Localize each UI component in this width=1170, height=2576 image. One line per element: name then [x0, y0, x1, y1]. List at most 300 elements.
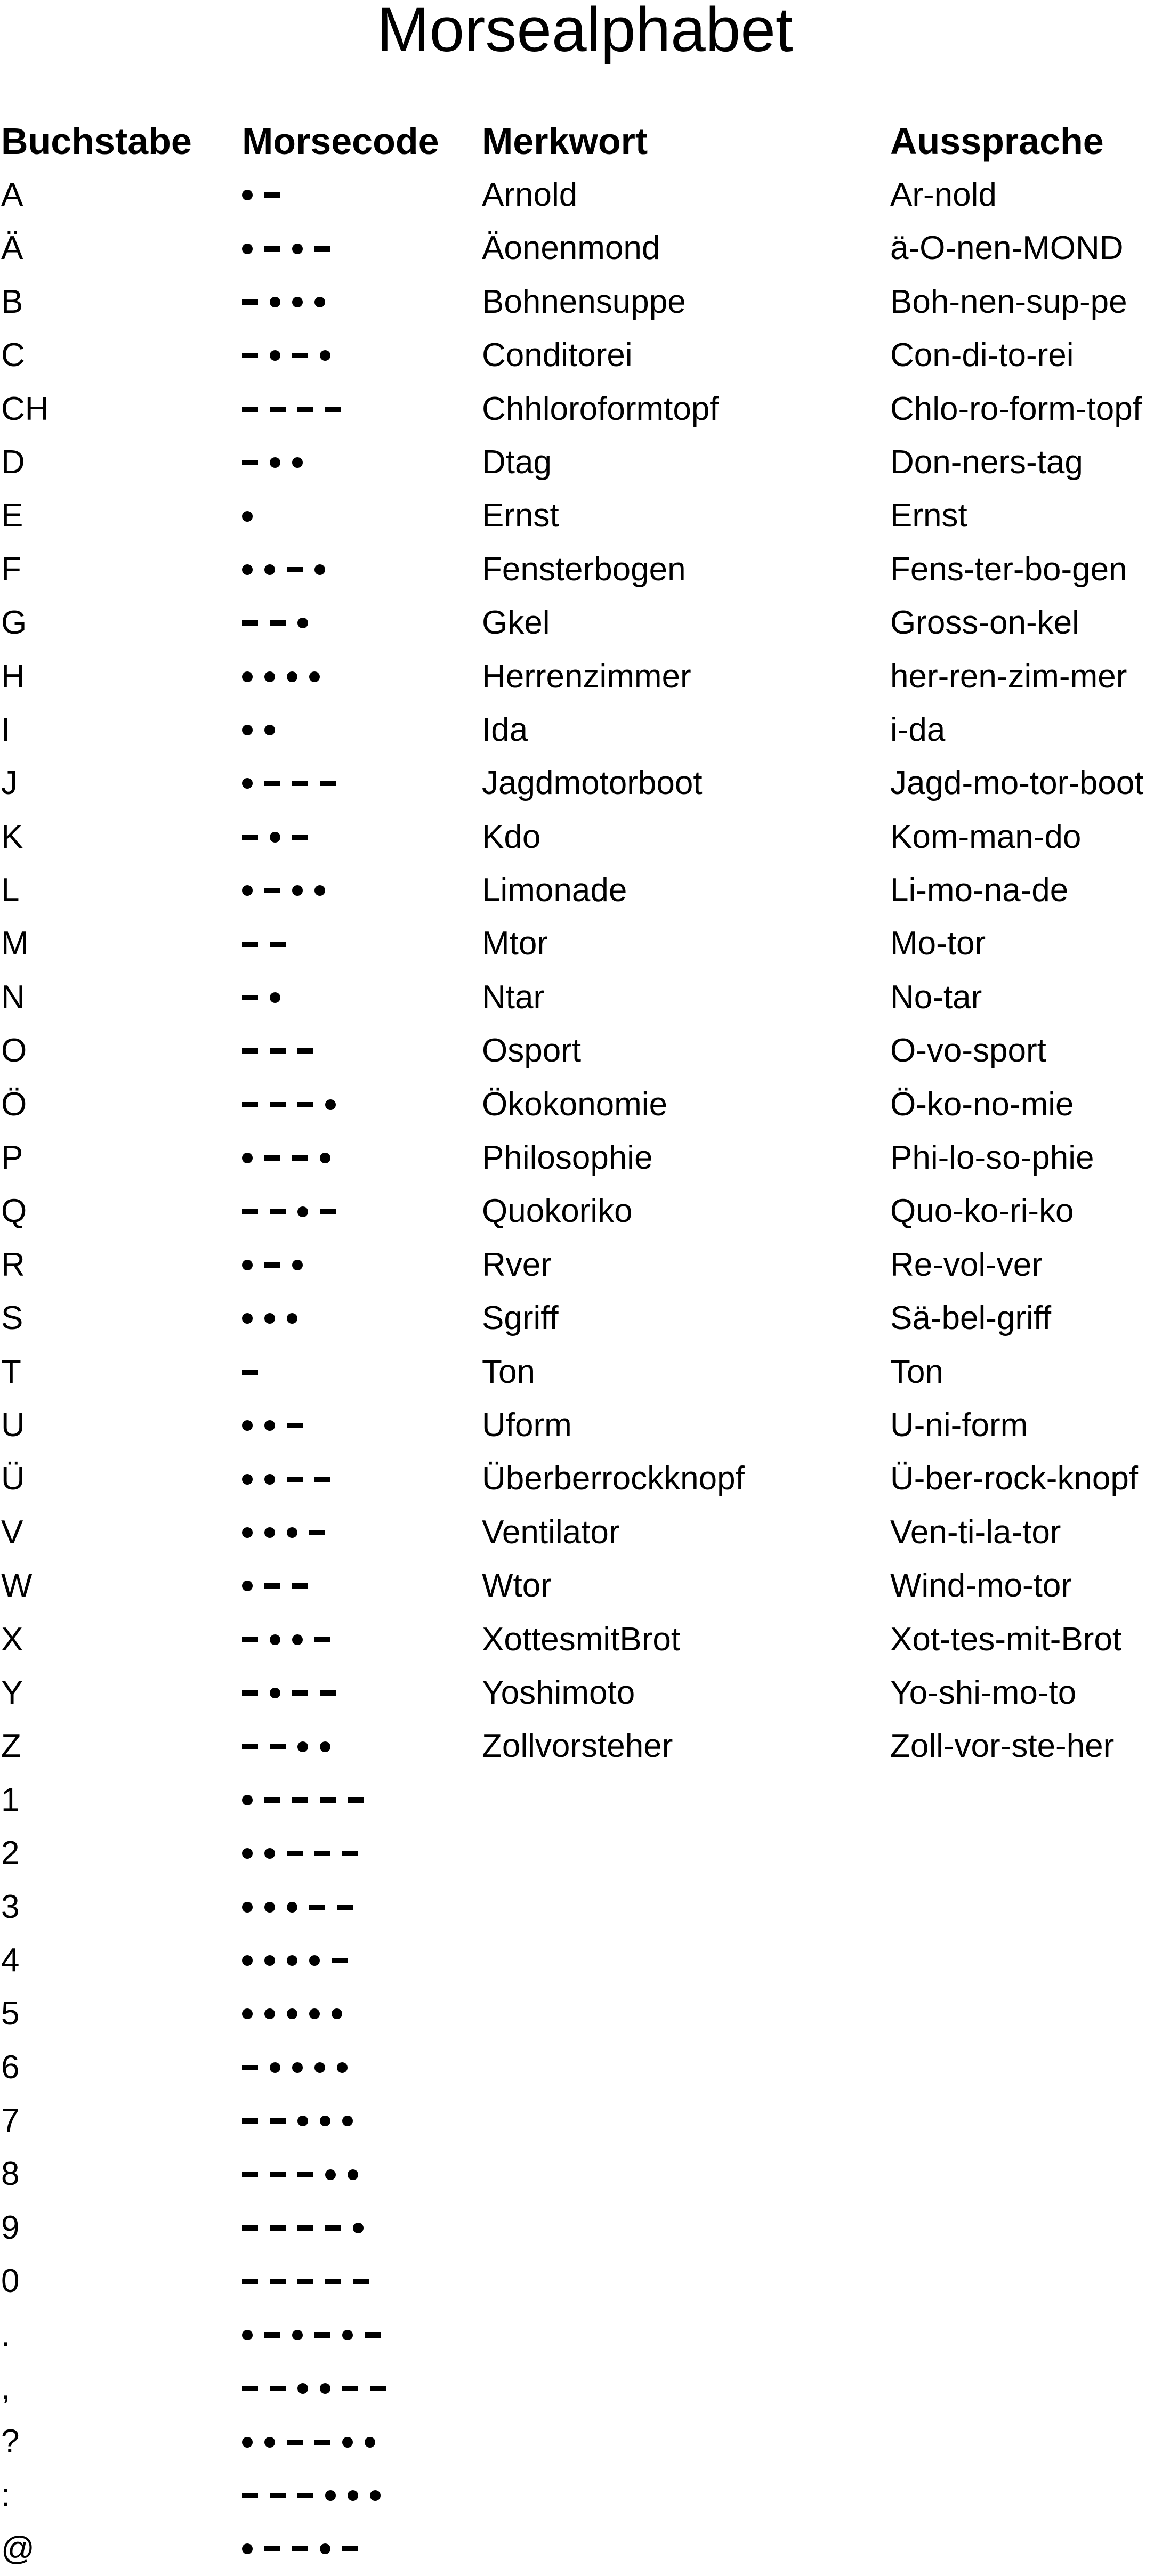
morse-dot	[270, 297, 280, 307]
morse-dot	[242, 778, 253, 789]
table-row	[0, 2415, 1170, 2468]
aussprache-cell: Re-vol-ver	[890, 1246, 1043, 1283]
morse-dash	[309, 1530, 325, 1535]
morse-dot	[242, 1955, 253, 1966]
morse-symbols	[242, 2201, 364, 2255]
morsecode-cell	[242, 1131, 330, 1185]
morse-symbols	[242, 1185, 336, 1238]
morsecode-cell	[242, 383, 341, 436]
morse-symbols	[242, 1559, 308, 1613]
aussprache-cell: Li-mo-na-de	[890, 872, 1069, 909]
morsecode-cell	[242, 2201, 364, 2255]
aussprache-cell: Fens-ter-bo-gen	[890, 550, 1127, 588]
morse-symbols	[242, 1827, 358, 1880]
aussprache-cell: Don-ners-tag	[890, 443, 1083, 481]
morse-dot	[264, 2008, 275, 2019]
aussprache-cell: Yo-shi-mo-to	[890, 1674, 1077, 1711]
morse-dash	[314, 246, 330, 252]
letter-cell: CH	[1, 390, 49, 427]
morse-symbols	[242, 222, 330, 275]
morse-dot	[342, 2437, 353, 2448]
morse-dash	[242, 835, 258, 840]
morse-dash	[242, 460, 258, 465]
morse-dot	[264, 1474, 275, 1485]
morse-dot	[309, 2008, 320, 2019]
letter-cell: 5	[1, 1995, 20, 2032]
morse-dot	[242, 1260, 253, 1270]
morse-dot	[242, 885, 253, 896]
morse-dot	[264, 1848, 275, 1859]
morse-dash	[270, 407, 286, 412]
morse-dot	[242, 244, 253, 254]
morsecode-cell	[242, 1452, 330, 1505]
morse-symbols	[242, 2041, 348, 2094]
morse-dash	[242, 1102, 258, 1107]
morse-dot	[353, 2223, 364, 2233]
letter-cell: ,	[1, 2370, 11, 2407]
aussprache-cell: Jagd-mo-tor-boot	[890, 765, 1144, 802]
morsecode-cell	[242, 2094, 353, 2148]
morse-symbols	[242, 489, 253, 542]
table-row	[0, 757, 1170, 810]
letter-cell: 3	[1, 1888, 20, 1925]
morse-dot	[242, 725, 253, 735]
table-row	[0, 383, 1170, 436]
morsecode-cell	[242, 2255, 369, 2308]
morse-dot	[242, 2330, 253, 2340]
morse-dot	[264, 1955, 275, 1966]
aussprache-cell: U-ni-form	[890, 1406, 1028, 1444]
morse-dot	[320, 1153, 330, 1163]
header-aussprache: Aussprache	[890, 120, 1104, 162]
letter-cell: T	[1, 1353, 21, 1390]
morse-dot	[370, 2490, 381, 2501]
morse-dot	[292, 1634, 303, 1645]
morsecode-cell	[242, 2469, 381, 2522]
morse-symbols	[242, 2469, 381, 2522]
morse-dash	[292, 1797, 308, 1803]
aussprache-cell: Quo-ko-ri-ko	[890, 1193, 1074, 1230]
morse-dash	[242, 2493, 258, 2498]
morsecode-cell	[242, 1399, 303, 1452]
morse-dash	[242, 1637, 258, 1642]
morse-symbols	[242, 1238, 303, 1292]
letter-cell: 8	[1, 2156, 20, 2193]
morse-symbols	[242, 543, 325, 596]
morse-dot	[242, 511, 253, 522]
morse-dot	[287, 1313, 297, 1324]
morsecode-cell	[242, 1987, 342, 2040]
merkwort-cell: Ida	[482, 711, 528, 748]
morse-dot	[325, 2490, 336, 2501]
morse-dash	[242, 1370, 258, 1375]
letter-cell: S	[1, 1300, 23, 1337]
morse-dot	[292, 457, 303, 468]
morse-symbols	[242, 1666, 336, 1720]
morsecode-cell	[242, 222, 330, 275]
merkwort-cell: Zollvorsteher	[482, 1728, 673, 1765]
merkwort-cell: Arnold	[482, 176, 578, 213]
morsecode-cell	[242, 1078, 336, 1131]
table-row	[0, 2201, 1170, 2255]
morse-symbols	[242, 1131, 330, 1185]
aussprache-cell: Zoll-vor-ste-her	[890, 1728, 1115, 1765]
header-merkwort: Merkwort	[482, 120, 648, 162]
morse-dash	[270, 1102, 286, 1107]
morse-dot	[242, 1581, 253, 1591]
morse-symbols	[242, 2415, 375, 2468]
morse-dash	[264, 246, 280, 252]
table-row	[0, 222, 1170, 275]
merkwort-cell: Chhloroformtopf	[482, 390, 719, 427]
morse-dash	[292, 1583, 308, 1589]
aussprache-cell: Wind-mo-tor	[890, 1567, 1072, 1605]
table-row	[0, 2362, 1170, 2415]
morse-dot	[297, 1741, 308, 1752]
morse-dot	[242, 1420, 253, 1431]
letter-cell: Z	[1, 1728, 21, 1765]
morse-dash	[320, 1209, 336, 1214]
table-row	[0, 1613, 1170, 1666]
letter-cell: M	[1, 925, 29, 962]
morse-dot	[337, 2062, 348, 2073]
table-row	[0, 1881, 1170, 1934]
aussprache-cell: Ton	[890, 1353, 943, 1390]
merkwort-cell: Dtag	[482, 443, 552, 481]
morse-symbols	[242, 1987, 342, 2040]
morse-dot	[325, 2169, 336, 2180]
morse-dash	[365, 2332, 381, 2338]
table-row	[0, 1238, 1170, 1292]
morse-dot	[292, 2062, 303, 2073]
morse-dot	[297, 2383, 308, 2394]
morse-dash	[287, 567, 303, 572]
morse-dash	[242, 2065, 258, 2070]
morse-dash	[292, 2546, 308, 2551]
morse-dash	[292, 1155, 308, 1161]
morse-dash	[314, 2332, 330, 2338]
morsecode-cell	[242, 1506, 325, 1559]
table-row	[0, 1131, 1170, 1185]
morse-dash	[292, 1690, 308, 1696]
aussprache-cell: Ernst	[890, 497, 967, 534]
letter-cell: P	[1, 1139, 23, 1177]
morse-dash	[264, 2332, 280, 2338]
morse-symbols	[242, 1720, 330, 1773]
merkwort-cell: Uform	[482, 1406, 572, 1444]
merkwort-cell: Limonade	[482, 872, 627, 909]
morse-dot	[320, 2116, 330, 2126]
morse-dash	[242, 1048, 258, 1054]
aussprache-cell: Sä-bel-griff	[890, 1300, 1052, 1337]
letter-cell: 4	[1, 1941, 20, 1979]
table-row	[0, 436, 1170, 489]
header-morsecode: Morsecode	[242, 120, 439, 162]
morse-dash	[242, 299, 258, 305]
letter-cell: Y	[1, 1674, 23, 1711]
letter-cell: H	[1, 658, 25, 695]
morse-dot	[270, 457, 280, 468]
morse-dot	[270, 1634, 280, 1645]
morsecode-cell	[242, 1238, 303, 1292]
morse-dash	[270, 2279, 286, 2284]
morse-dot	[292, 885, 303, 896]
morse-dot	[320, 350, 330, 361]
morse-dash	[297, 2172, 313, 2177]
morse-dot	[342, 2116, 353, 2126]
morsecode-cell	[242, 1934, 348, 1987]
morse-table	[0, 168, 1170, 2576]
morse-symbols	[242, 436, 303, 489]
morse-dash	[314, 1477, 330, 1482]
morse-dash	[297, 1102, 313, 1107]
morse-dot	[242, 1795, 253, 1805]
morse-symbols	[242, 2308, 381, 2362]
morse-dot	[297, 2116, 308, 2126]
morsecode-cell	[242, 1292, 297, 1345]
morse-dot	[264, 671, 275, 682]
letter-cell: K	[1, 818, 23, 855]
morse-dash	[325, 407, 341, 412]
morse-dash	[325, 2279, 341, 2284]
morse-dot	[320, 2383, 330, 2394]
letter-cell: 7	[1, 2102, 20, 2140]
morse-dash	[297, 2225, 313, 2231]
letter-cell: L	[1, 872, 20, 909]
morse-symbols	[242, 1881, 353, 1934]
aussprache-cell: Gross-on-kel	[890, 604, 1079, 642]
morsecode-cell	[242, 971, 280, 1024]
morse-dash	[270, 1209, 286, 1214]
morse-dot	[292, 1260, 303, 1270]
morse-dash	[325, 2225, 341, 2231]
morse-dash	[264, 1155, 280, 1161]
letter-cell: E	[1, 497, 23, 534]
morse-dash	[242, 2386, 258, 2391]
morse-dot	[320, 2543, 330, 2554]
morsecode-cell	[242, 1720, 330, 1773]
morse-dot	[270, 1688, 280, 1698]
morse-dot	[264, 1420, 275, 1431]
morse-symbols	[242, 1506, 325, 1559]
morse-symbols	[242, 1078, 336, 1131]
morse-dot	[365, 2437, 375, 2448]
table-row	[0, 2094, 1170, 2148]
table-row	[0, 168, 1170, 222]
table-row	[0, 2469, 1170, 2522]
morsecode-cell	[242, 1559, 308, 1613]
merkwort-cell: Fensterbogen	[482, 550, 686, 588]
morse-dot	[264, 1313, 275, 1324]
table-row	[0, 703, 1170, 757]
merkwort-cell: Osport	[482, 1032, 582, 1070]
morsecode-cell	[242, 276, 325, 329]
table-row	[0, 2148, 1170, 2201]
letter-cell: 1	[1, 1781, 20, 1818]
morse-dot	[264, 1902, 275, 1913]
morse-symbols	[242, 1934, 348, 1987]
morse-symbols	[242, 1024, 313, 1078]
morse-dash	[270, 1048, 286, 1054]
page-title: Morsealphabet	[377, 0, 793, 65]
morse-dot	[292, 2330, 303, 2340]
aussprache-cell: i-da	[890, 711, 946, 748]
morse-symbols	[242, 2148, 358, 2201]
morse-dot	[242, 2437, 253, 2448]
table-row	[0, 650, 1170, 703]
morse-dash	[264, 1262, 280, 1268]
letter-cell: Ä	[1, 230, 23, 267]
morse-dot	[348, 2169, 358, 2180]
morsecode-cell	[242, 1827, 358, 1880]
morse-dash	[264, 1797, 280, 1803]
aussprache-cell: O-vo-sport	[890, 1032, 1046, 1070]
morse-symbols	[242, 329, 330, 382]
merkwort-cell: Ventilator	[482, 1513, 620, 1551]
morse-dot	[242, 2008, 253, 2019]
morse-symbols	[242, 276, 325, 329]
letter-cell: Ö	[1, 1086, 27, 1123]
letter-cell: A	[1, 176, 23, 213]
morse-dash	[270, 2172, 286, 2177]
aussprache-cell: Xot-tes-mit-Brot	[890, 1621, 1122, 1658]
letter-cell: Ü	[1, 1460, 25, 1497]
morse-dot	[314, 2062, 325, 2073]
morse-dash	[242, 353, 258, 358]
morse-dash	[292, 353, 308, 358]
morse-symbols	[242, 864, 325, 917]
aussprache-cell: her-ren-zim-mer	[890, 658, 1127, 695]
morse-dash	[242, 995, 258, 1000]
morse-symbols	[242, 383, 341, 436]
letter-cell: X	[1, 1621, 23, 1658]
morse-dot	[297, 1206, 308, 1217]
header-letter: Buchstabe	[1, 120, 192, 162]
letter-cell: N	[1, 978, 25, 1016]
morse-symbols	[242, 650, 320, 703]
morsecode-cell	[242, 543, 325, 596]
morse-dot	[242, 1153, 253, 1163]
morse-dot	[242, 1527, 253, 1538]
table-row	[0, 1024, 1170, 1078]
morse-dash	[287, 1851, 303, 1856]
letter-cell: :	[1, 2476, 11, 2514]
morse-dash	[270, 1744, 286, 1749]
morse-dash	[242, 2225, 258, 2231]
morse-dash	[348, 1797, 364, 1803]
morse-symbols	[242, 1613, 330, 1666]
morse-dot	[314, 885, 325, 896]
morse-symbols	[242, 811, 308, 864]
morse-dash	[297, 407, 313, 412]
merkwort-cell: Ton	[482, 1353, 535, 1390]
morse-dash	[314, 1851, 330, 1856]
morse-dash	[320, 1797, 336, 1803]
morse-symbols	[242, 1773, 364, 1827]
morsecode-cell	[242, 489, 253, 542]
morsecode-cell	[242, 1346, 258, 1399]
letter-cell: 2	[1, 1835, 20, 1872]
morse-symbols	[242, 757, 336, 810]
morse-dot	[270, 2062, 280, 2073]
letter-cell: .	[1, 2316, 11, 2353]
morsecode-cell	[242, 1773, 364, 1827]
morse-dot	[242, 1474, 253, 1485]
letter-cell: F	[1, 550, 21, 588]
table-row	[0, 1773, 1170, 1827]
morse-symbols	[242, 1292, 297, 1345]
morse-symbols	[242, 2362, 386, 2415]
merkwort-cell: Ntar	[482, 978, 545, 1016]
morse-dash	[270, 2493, 286, 2498]
morse-dash	[242, 407, 258, 412]
morse-dot	[342, 2330, 353, 2340]
morse-dot	[287, 671, 297, 682]
morsecode-cell	[242, 811, 308, 864]
morse-dash	[270, 620, 286, 626]
morse-dash	[292, 835, 308, 840]
merkwort-cell: Conditorei	[482, 337, 633, 374]
letter-cell: ?	[1, 2423, 20, 2460]
aussprache-cell: Ö-ko-no-mie	[890, 1086, 1074, 1123]
letter-cell: U	[1, 1406, 25, 1444]
morsecode-cell	[242, 2041, 348, 2094]
table-row	[0, 1827, 1170, 1880]
morse-dot	[242, 1848, 253, 1859]
letter-cell: 9	[1, 2209, 20, 2246]
morse-symbols	[242, 1452, 330, 1505]
merkwort-cell: Kdo	[482, 818, 541, 855]
morse-dot	[297, 618, 308, 628]
aussprache-cell: Ar-nold	[890, 176, 997, 213]
morse-dot	[287, 1955, 297, 1966]
table-row	[0, 1987, 1170, 2040]
merkwort-cell: Ökokonomie	[482, 1086, 668, 1123]
morse-dash	[332, 1958, 348, 1963]
morse-dash	[320, 781, 336, 786]
morsecode-cell	[242, 1613, 330, 1666]
table-row	[0, 1399, 1170, 1452]
aussprache-cell: Ü-ber-rock-knopf	[890, 1460, 1139, 1497]
morsecode-cell	[242, 596, 308, 650]
morse-dash	[264, 192, 280, 198]
letter-cell: J	[1, 765, 18, 802]
morse-symbols	[242, 1399, 303, 1452]
table-row	[0, 1292, 1170, 1345]
morse-symbols	[242, 1346, 258, 1399]
morse-dot	[270, 350, 280, 361]
aussprache-cell: Mo-tor	[890, 925, 986, 962]
table-row	[0, 2255, 1170, 2308]
morsecode-cell	[242, 1024, 313, 1078]
morse-dash	[242, 1690, 258, 1696]
morse-dot	[270, 992, 280, 1003]
morse-dash	[342, 2546, 358, 2551]
morse-dot	[287, 2008, 297, 2019]
morse-dash	[353, 2279, 369, 2284]
morsecode-cell	[242, 436, 303, 489]
morse-dash	[320, 1690, 336, 1696]
morse-dot	[320, 1741, 330, 1752]
table-row	[0, 1452, 1170, 1505]
morsecode-cell	[242, 329, 330, 382]
aussprache-cell: Ven-ti-la-tor	[890, 1513, 1061, 1551]
morse-dash	[264, 888, 280, 893]
morse-dot	[309, 671, 320, 682]
morsecode-cell	[242, 917, 286, 970]
morse-dash	[292, 781, 308, 786]
table-row	[0, 1666, 1170, 1720]
